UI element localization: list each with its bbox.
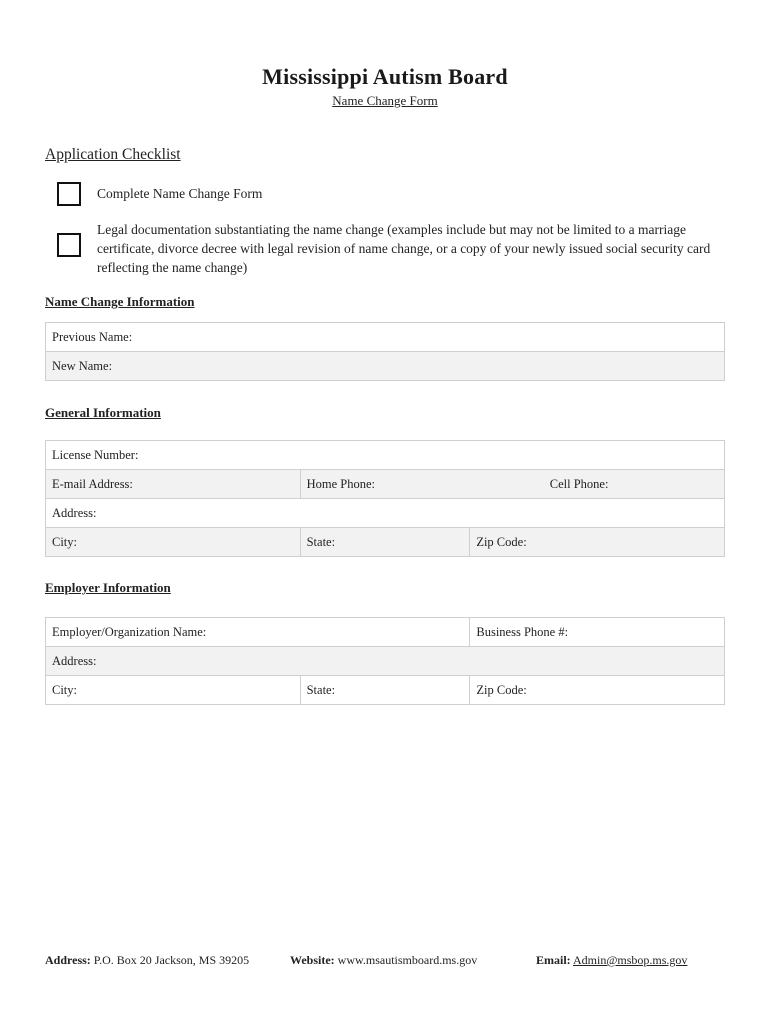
state-field[interactable]: State: [300, 528, 470, 557]
employer-name-field[interactable]: Employer/Organization Name: [46, 618, 470, 647]
checklist-checkbox-name-change-form[interactable] [57, 182, 81, 206]
cell-phone-field[interactable]: Cell Phone: [510, 470, 725, 499]
form-title: Mississippi Autism Board [262, 64, 508, 89]
previous-name-field[interactable]: Previous Name: [46, 323, 725, 352]
checklist-item-label: Legal documentation substantiating the name change (examples include but may not be limited to a marriage certificate, divorce decree with legal revision of name change, or a copy of your newly issued social security card reflecting the name change) [97, 222, 711, 275]
employer-state-field[interactable]: State: [300, 676, 470, 705]
footer-website [290, 953, 477, 968]
footer-address-label: Address: [45, 953, 91, 967]
general-info-heading: General Information [45, 405, 161, 420]
footer-address-value: P.O. Box 20 Jackson, MS 39205 [93, 953, 250, 967]
footer-address [45, 953, 249, 968]
checklist-item-label: Complete Name Change Form [97, 186, 263, 201]
employer-info-table [45, 617, 725, 705]
business-phone-field[interactable]: Business Phone #: [470, 618, 725, 647]
zip-code-field[interactable]: Zip Code: [470, 528, 725, 557]
checklist-heading: Application Checklist [45, 146, 181, 163]
name-change-heading: Name Change Information [45, 294, 195, 309]
footer-email [536, 953, 687, 968]
home-phone-field[interactable]: Home Phone: [300, 470, 510, 499]
employer-info-heading: Employer Information [45, 580, 171, 595]
email-address-field[interactable]: E-mail Address: [46, 470, 301, 499]
footer-website-label: Website: [290, 953, 335, 967]
address-field[interactable]: Address: [46, 499, 725, 528]
city-field[interactable]: City: [46, 528, 301, 557]
general-info-table [45, 440, 725, 557]
name-change-table [45, 322, 725, 381]
new-name-field[interactable]: New Name: [46, 352, 725, 381]
license-number-field[interactable]: License Number: [46, 441, 725, 470]
employer-city-field[interactable]: City: [46, 676, 301, 705]
checklist-checkbox-legal-documentation[interactable] [57, 233, 81, 257]
footer-email-link[interactable]: Admin@msbop.ms.gov [573, 953, 688, 967]
employer-zip-code-field[interactable]: Zip Code: [470, 676, 725, 705]
footer-website-link[interactable]: www.msautismboard.ms.gov [337, 953, 478, 967]
footer-email-label: Email: [536, 953, 571, 967]
employer-address-field[interactable]: Address: [46, 647, 725, 676]
form-subtitle: Name Change Form [332, 93, 438, 108]
